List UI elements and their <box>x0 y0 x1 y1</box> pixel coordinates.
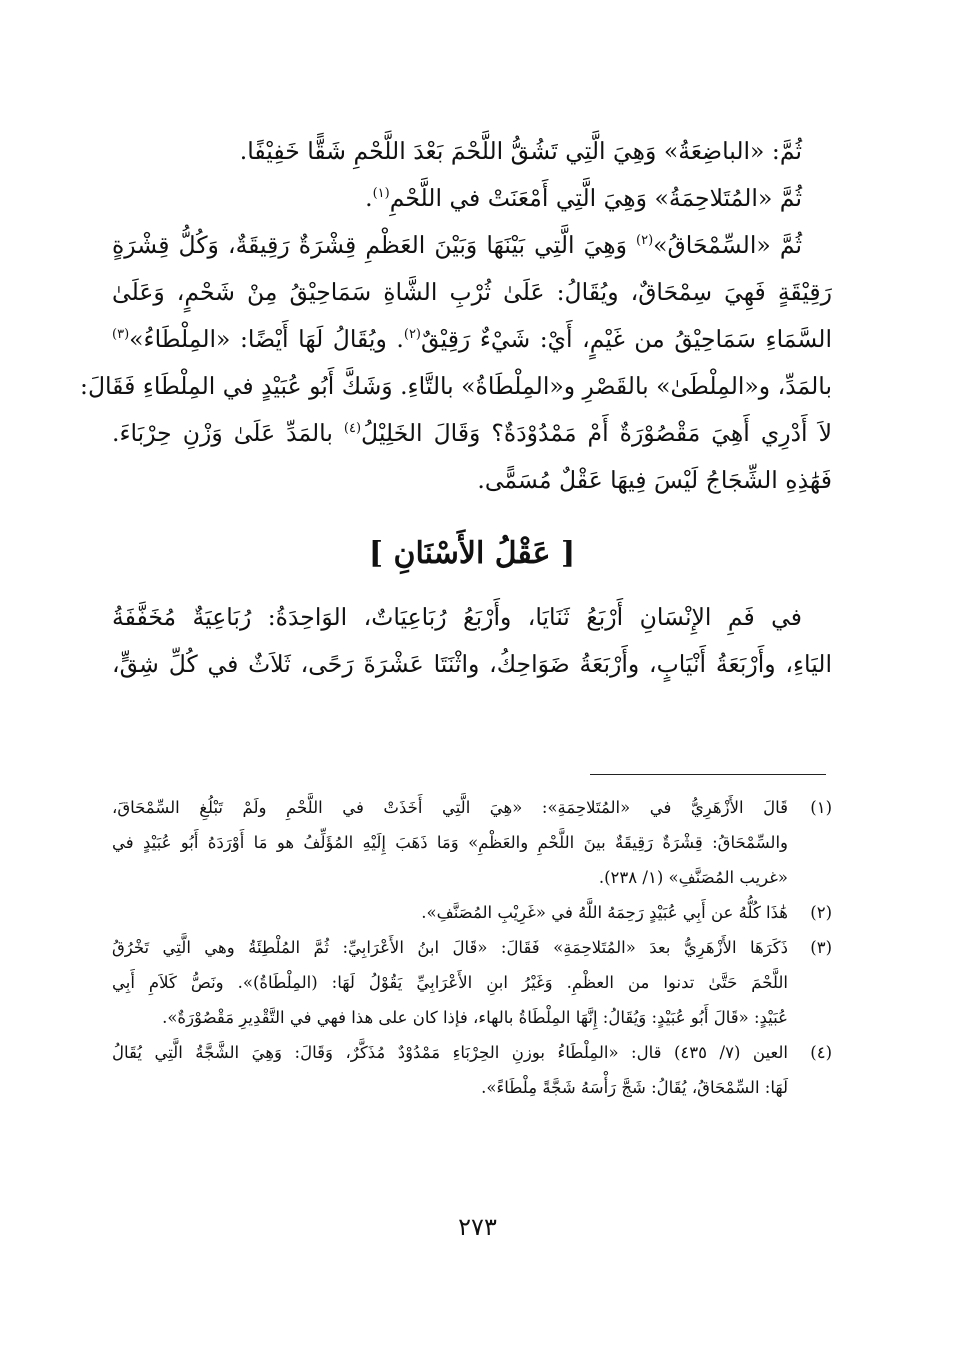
footnote-line: قَالَ الأَزْهَرِيُّ في «المُتَلاحِمَةِ»: «هِيَ الَّتِي أَخَذَتْ في اللَّحْمِ ولَمْ تَبْلُغِ السِّمْحَاقَ، <box>112 798 788 817</box>
paragraph-simhaq <box>80 222 832 504</box>
footnote-ref-3[interactable]: (٣) <box>112 327 130 343</box>
footnote-line: لَهَا: السِّمْحَاقُ، يُقَالُ: شَجَّ رَأْسَهُ شَجَّةً مِلْطَاءً». <box>481 1078 788 1097</box>
text-line: رَقِيْقَةٍ فَهِيَ سِمْحَاقٌ، ويُقَالُ: عَلَىٰ ثُرْبِ الشَّاةِ سَمَاحِيْقُ مِنْ شَحْمٍ، وَعَلَىٰ <box>112 278 832 306</box>
footnote-ref-2b[interactable]: (٢) <box>403 327 421 343</box>
text-line: لاَ أَدْرِي أَهِيَ مَقْصُوْرَةٌ أَمْ مَمْدُوْدَةٌ؟ وَقَالَ الخَلِيْلُ$^{(٤)}$ بالمَدِّ عَلَىٰ وَزْنِ حِرْبَاءَ. <box>112 419 832 447</box>
main-text <box>80 128 832 688</box>
footnote <box>112 790 832 895</box>
paragraph-badiah: ثُمَّ: «الباضِعَةُ» وَهِيَ الَّتِي تَشُقُّ اللَّحْمَ بَعْدَ اللَّحْمِ شَقًّا خَفِيْفًا. <box>239 137 802 165</box>
text-line: بالمَدِّ، و«المِلْطَىٰ» بالقَصْرِ و«المِلْطَاةُ» بالتَّاءِ. وَشَكَّ أَبُو عُبَيْدٍ في المِلْطَاءِ فَقَالَ: <box>80 372 832 400</box>
footnote-line: ذَكَرَهَا الأَزْهَرِيُّ بعدَ «المُتَلاحِمَةِ» فَقَالَ: «قَالَ ابنُ الأَعْرَابِيِّ: ثُمَّ المُلْطِئَةُ وهي الَّتِي تَخْرُقُ <box>112 938 788 957</box>
footnote-number: (٤) <box>810 1043 832 1062</box>
footnote-divider <box>590 774 826 775</box>
text-line: اليَاءِ، وأَرْبَعَةُ أَنْيَابٍ، وأَرْبَعَةُ ضَوَاحِكُ، واثْنَتَا عَشْرَةَ رَحًى، ثَلاَثٌ في كُلِّ شِقٍّ، <box>112 650 832 678</box>
footnote-number: (٣) <box>810 938 832 957</box>
footnote-ref-1[interactable]: (١) <box>372 186 390 202</box>
footnote-line: «غريب المُصَنَّفِ» (١/ ٢٣٨). <box>598 868 788 887</box>
footnote-line: عُبَيْدٍ: «قَالَ أَبُو عُبَيْدٍ: وَيُقَالُ: إِنَّهَا المِلْطَاةُ بالهاء، فإذا كان على هذا فهي في التَّقْدِيرِ مَقْصُوْرَةٌ». <box>162 1008 788 1027</box>
footnote-ref-2[interactable]: (٢) <box>636 233 654 249</box>
footnote-line: العين (٧/ ٤٣٥) قال: «المِلْطَاءُ بوزنِ الحِرْبَاءِ مَمْدُوْدٌ مُذَكَّرٌ، وَقَالَ: وَهِيَ الشَّجَّةُ الَّتِي يُقَالُ <box>112 1043 788 1062</box>
text-line: ثُمَّ «السِّمْحَاقُ»$^{(٢)}$ وَهِيَ الَّتِي بَيْنَهَا وَبَيْنَ العَظْمِ قِشْرَةٌ رَقِيقَةٌ، وَكُلُّ قِشْرَةٍ <box>112 231 802 259</box>
page-number: ٢٧٣ <box>458 1213 497 1241</box>
text-line: السَّمَاءِ سَمَاحِيْقُ من غَيْمٍ، أَيْ: شَيْءٌ رَقِيْقٌ$^{(٢)}$. ويُقَالُ لَهَا أَيْضًا: «المِلْطَاءُ»$^{(٣)}$ <box>112 325 832 353</box>
paragraph-mutalahimah: ثُمَّ «المُتَلاحِمَةُ» وَهِيَ الَّتِي أَمْعَنَتْ في اللَّحْمِ$^{(١)}$. <box>365 184 802 212</box>
text-line: فَهَٰذِهِ الشِّجَاجُ لَيْسَ فِيهَا عَقْلٌ مُسَمًّى. <box>477 466 832 494</box>
footnote-line: هَٰذَا كُلُّهُ عن أَبِي عُبَيْدٍ رَحِمَهُ اللَّهُ في «غَرِيْبِ المُصَنَّفِ». <box>421 903 788 922</box>
footnote <box>112 895 832 930</box>
footnotes <box>112 790 832 1105</box>
footnote-line: والسِّمْحَاقُ: قِشْرَةٌ رَقِيقَةٌ بينَ اللَّحْمِ والعَظْمِ» وَمَا ذَهَبَ إِلَيْهِ المُؤَلِّفُ هو مَا أَوْرَدَهُ أَبُو عُبَيْدٍ في <box>112 833 788 852</box>
footnote-line: اللَّحْمَ حَتَّىٰ تدنوا من العظْمِ. وَغَيْرُ ابنِ الأَعْرَابِيِّ يَقُوْلُ لَهَا: (المِلْطَاةُ)». ونَصُّ كَلاَمِ أَبِي <box>112 973 788 992</box>
footnote-number: (١) <box>810 798 832 817</box>
text-line: في فَمِ الإِنْسَانِ أَرْبَعُ ثَنَايَا، وأَرْبَعُ رُبَاعِيَاتٌ، الوَاحِدَةُ: رُبَاعِيَةٌ مُخَفَّفَةُ <box>112 603 802 631</box>
footnote-number: (٢) <box>810 903 832 922</box>
footnote <box>112 930 832 1035</box>
footnote <box>112 1035 832 1105</box>
section-heading: [ عَقْلُ الأَسْنَانِ ] <box>368 536 576 571</box>
footnote-ref-4[interactable]: (٤) <box>343 421 362 437</box>
paragraph-teeth <box>112 594 832 688</box>
